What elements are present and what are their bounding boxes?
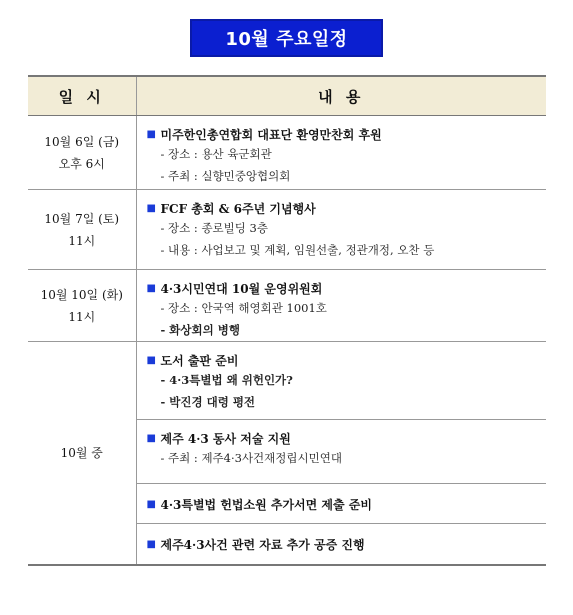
square-bullet-icon: ■ [146, 354, 156, 366]
schedule-detail: - 주최 : 실향민중앙협의회 [160, 169, 291, 183]
square-bullet-icon: ■ [146, 498, 156, 510]
schedule-item-title: 4·3시민연대 10월 운영위원회 [160, 281, 323, 296]
schedule-item [147, 125, 547, 143]
square-bullet-icon: ■ [146, 538, 156, 550]
content-cell [136, 116, 546, 190]
table-row [28, 270, 546, 342]
schedule-item-title: 제주 4·3 동사 저술 지원 [160, 431, 291, 446]
table-header-row [28, 76, 546, 116]
schedule-item-title: 미주한인총연합회 대표단 환영만찬회 후원 [160, 127, 382, 142]
schedule-item [147, 199, 547, 217]
schedule-item-title: FCF 총회 & 6주년 기념행사 [160, 201, 316, 216]
schedule-item [147, 429, 547, 447]
time-line: 11시 [68, 233, 96, 248]
date-cell [28, 270, 136, 342]
time-line: 11시 [68, 309, 96, 324]
schedule-detail: - 장소 : 용산 육군회관 [160, 147, 272, 161]
schedule-detail: - 4·3특별법 왜 위헌인가? [160, 373, 293, 387]
date-column-header: 일 시 [28, 76, 136, 116]
schedule-table [28, 75, 546, 566]
sub-block [137, 484, 547, 524]
date-line: 10월 중 [60, 446, 103, 460]
date-cell [28, 116, 136, 190]
sub-block [137, 342, 547, 420]
content-column-header: 내 용 [136, 76, 546, 116]
date-line: 10월 10일 (화) [40, 287, 123, 302]
schedule-detail: - 주최 : 제주4·3사건재정립시민연대 [160, 451, 342, 465]
schedule-item-title: 제주4·3사건 관련 자료 추가 공증 진행 [160, 537, 365, 552]
content-cell [136, 270, 546, 342]
schedule-item [147, 535, 547, 553]
schedule-detail: - 화상회의 병행 [160, 323, 240, 337]
schedule-item [147, 279, 547, 297]
time-line: 오후 6시 [58, 156, 105, 171]
date-cell [28, 342, 136, 566]
sub-block [137, 524, 547, 564]
square-bullet-icon: ■ [146, 202, 156, 214]
content-cell [136, 190, 546, 270]
square-bullet-icon: ■ [146, 128, 156, 140]
content-cell [136, 342, 546, 566]
date-line: 10월 7일 (토) [44, 211, 120, 226]
date-cell [28, 190, 136, 270]
schedule-detail: - 내용 : 사업보고 및 계획, 임원선출, 정관개정, 오찬 등 [160, 243, 435, 257]
square-bullet-icon: ■ [146, 282, 156, 294]
table-row [28, 342, 546, 566]
table-row [28, 190, 546, 270]
page-title: 10월 주요일정 [190, 19, 383, 57]
schedule-item-title: 4·3특별법 헌법소원 추가서면 제출 준비 [160, 497, 372, 512]
schedule-item [147, 495, 547, 513]
date-line: 10월 6일 (금) [44, 134, 120, 149]
schedule-detail: - 장소 : 종로빌딩 3층 [160, 221, 268, 235]
schedule-detail: - 장소 : 안국역 해영회관 1001호 [160, 301, 327, 315]
schedule-item-title: 도서 출판 준비 [160, 353, 239, 368]
schedule-detail: - 박진경 대령 평전 [160, 395, 256, 409]
schedule-item [147, 351, 547, 369]
square-bullet-icon: ■ [146, 432, 156, 444]
table-row [28, 116, 546, 190]
sub-block [137, 420, 547, 484]
